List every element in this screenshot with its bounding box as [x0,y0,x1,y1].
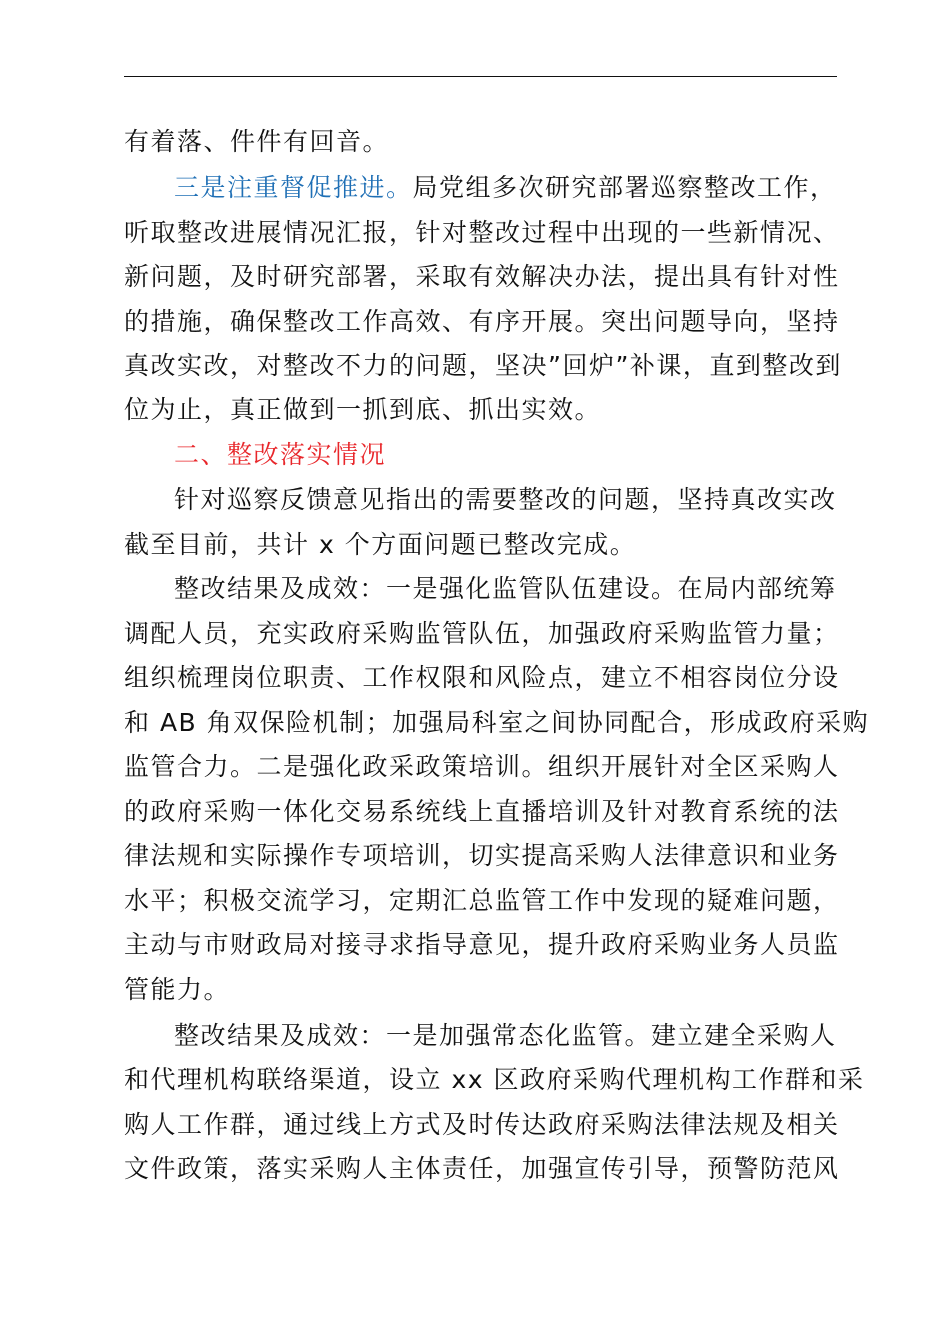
p2-line-3: 新问题，及时研究部署，采取有效解决办法，提出具有针对性 [124,262,840,291]
section-heading: 二、整改落实情况 [174,440,387,469]
p4-line-9: 主动与市财政局对接寻求指导意见，提升政府采购业务人员监 [124,930,840,959]
p2-line-2: 听取整改进展情况汇报，针对整改过程中出现的一些新情况、 [124,218,840,247]
p3-line-1: 针对巡察反馈意见指出的需要整改的问题，坚持真改实改 [174,485,837,514]
p5-line-2: 和代理机构联络渠道，设立 xx 区政府采购代理机构工作群和采 [124,1065,865,1094]
p2-line-6: 位为止，真正做到一抓到底、抓出实效。 [124,395,602,424]
p4-line-7: 律法规和实际操作专项培训，切实提高采购人法律意识和业务 [124,841,840,870]
p4-line-6: 的政府采购一体化交易系统线上直播培训及针对教育系统的法 [124,797,840,826]
p5-line-4: 文件政策，落实采购人主体责任，加强宣传引导，预警防范风 [124,1154,840,1183]
p2-line-4: 的措施，确保整改工作高效、有序开展。突出问题导向，坚持 [124,307,840,336]
p2-line-1-rest: 局党组多次研究部署巡察整改工作， [412,173,837,202]
p2-line-1 [174,173,854,203]
p4-line-5: 监管合力。二是强化政采政策培训。组织开展针对全区采购人 [124,752,840,781]
p4-line-8: 水平；积极交流学习，定期汇总监管工作中发现的疑难问题， [124,886,840,915]
p5-line-3: 购人工作群，通过线上方式及时传达政府采购法律法规及相关 [124,1110,840,1139]
p2-line-5: 真改实改，对整改不力的问题，坚决”回炉”补课，直到整改到 [124,351,842,380]
header-rule [124,76,837,77]
p2-lead-phrase: 三是注重督促推进。 [174,173,413,202]
p5-line-1: 整改结果及成效：一是加强常态化监管。建立建全采购人 [174,1021,837,1050]
p4-line-1: 整改结果及成效：一是强化监管队伍建设。在局内部统筹 [174,574,837,603]
p4-line-10: 管能力。 [124,975,231,1004]
p4-line-2: 调配人员，充实政府采购监管队伍，加强政府采购监管力量； [124,619,840,648]
p1-line-1: 有着落、件件有回音。 [124,127,390,156]
p4-line-4: 和 AB 角双保险机制；加强局科室之间协同配合，形成政府采购 [124,708,870,737]
p4-line-3: 组织梳理岗位职责、工作权限和风险点，建立不相容岗位分设 [124,663,840,692]
p3-line-2: 截至目前，共计 x 个方面问题已整改完成。 [124,530,637,559]
